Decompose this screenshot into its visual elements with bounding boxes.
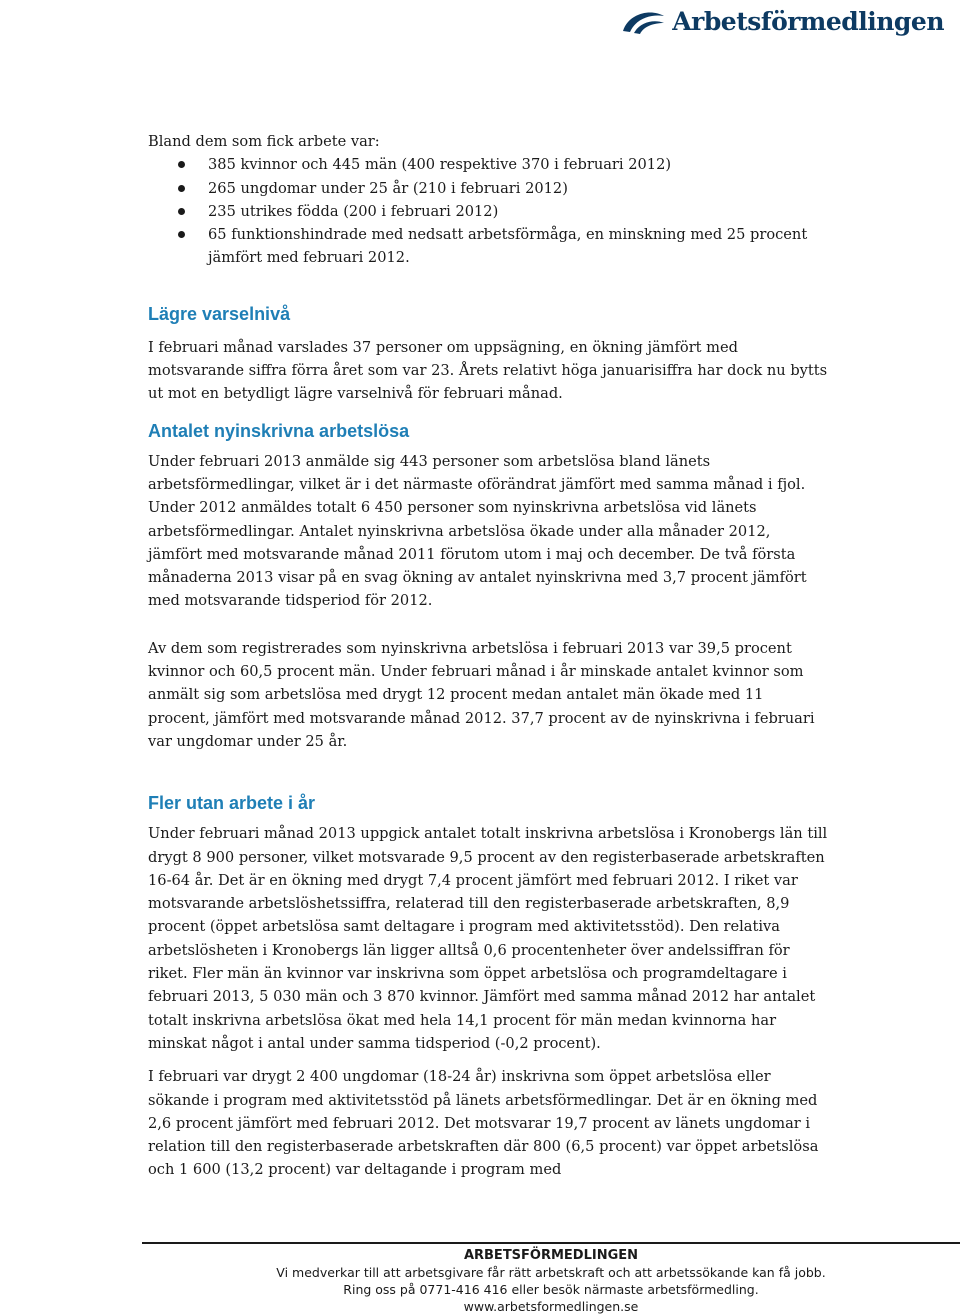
footer-contact: Ring oss på 0771-416 416 eller besök närmaste arbetsförmedling. bbox=[343, 1282, 759, 1297]
list-item: 385 kvinnor och 445 män (400 respektive 370 i februari 2012) bbox=[148, 153, 828, 176]
header-logo bbox=[620, 2, 944, 40]
logo-text: Arbetsförmedlingen bbox=[672, 6, 944, 36]
page-footer bbox=[142, 1242, 960, 1315]
section-heading-varsel: Lägre varselnivå bbox=[148, 303, 291, 324]
paragraph-nyinskrivna-2: Av dem som registrerades som nyinskrivna arbetslösa i februari 2013 var 39,5 procent kvinnor och 60,5 procent män. Under februari månad i år minskade antalet kvinnor som anmält sig som arbetslösa med drygt 12 procent medan antalet män ökade med 11 procent, jämfört med motsvarande månad 2012. 37,7 procent av de nyinskrivna i februari var ungdomar under 25 år. bbox=[148, 639, 815, 750]
list-item: 235 utrikes födda (200 i februari 2012) bbox=[148, 200, 828, 223]
list-item: 65 funktionshindrade med nedsatt arbetsförmåga, en minskning med 25 procent jämfört med februari 2012. bbox=[148, 223, 828, 270]
intro-lead: Bland dem som fick arbete var: bbox=[148, 133, 380, 150]
footer-tagline: Vi medverkar till att arbetsgivare får rätt arbetskraft och att arbetssökande kan få jobb. bbox=[276, 1265, 826, 1280]
section-heading-fler-utan-arbete: Fler utan arbete i år bbox=[148, 793, 316, 814]
footer-org-name: ARBETSFÖRMEDLINGEN bbox=[463, 1248, 639, 1263]
paragraph-nyinskrivna-1: Under februari 2013 anmälde sig 443 personer som arbetslösa bland länets arbetsförmedlingar, vilket är i det närmaste oförändrat jämfört med samma månad i fjol. Under 2012 anmäldes totalt 6 450 personer som nyinskrivna arbetslösa vid länets arbetsförmedlingar. Antalet nyinskrivna arbetslösa ökade under alla månader 2012, jämfört med motsvarande månad 2011 förutom utom i maj och december. De två första månaderna 2013 visar på en svag ökning av antalet nyinskrivna med 3,7 procent jämfört med motsvarande tidsperiod för 2012. bbox=[148, 452, 807, 610]
document-body bbox=[148, 130, 828, 1182]
job-bullet-list bbox=[148, 153, 828, 269]
section-heading-nyinskrivna: Antalet nyinskrivna arbetslösa bbox=[148, 420, 410, 441]
paragraph-fler-utan-arbete-1: Under februari månad 2013 uppgick antalet totalt inskrivna arbetslösa i Kronobergs län till drygt 8 900 personer, vilket motsvarade 9,5 procent av den registerbaserade arbetskraften 16-64 år. Det är en ökning med drygt 7,4 procent jämfört med februari 2012. I riket var motsvarande arbetslöshetssiffra, relaterad till den registerbaserade arbetskraften, 8,9 procent (öppet arbetslösa samt deltagare i program med aktivitetsstöd). Den relativa arbetslösheten i Kronobergs län ligger alltså 0,6 procentenheter över andelssiffran för riket. Fler män än kvinnor var inskrivna som öppet arbetslösa och programdeltagare i februari 2013, 5 030 män och 3 870 kvinnor. Jämfört med samma månad 2012 har antalet totalt inskrivna arbetslösa ökat med hela 14,1 procent för män medan kvinnorna har minskat något i antal under samma tidsperiod (-0,2 procent). bbox=[148, 825, 828, 1052]
arbetsformedlingen-logo-mark-icon bbox=[620, 6, 666, 36]
paragraph-fler-utan-arbete-2: I februari var drygt 2 400 ungdomar (18-24 år) inskrivna som öppet arbetslösa eller sökande i program med aktivitetsstöd på länets arbetsförmedlingar. Det är en ökning med 2,6 procent jämfört med februari 2012. Det motsvarar 19,7 procent av länets ungdomar i relation till den registerbaserade arbetskraften där 800 (6,5 procent) var öppet arbetslösa och 1 600 (13,2 procent) var deltagande i program med bbox=[148, 1068, 819, 1179]
footer-url: www.arbetsformedlingen.se bbox=[463, 1299, 639, 1314]
paragraph-varsel: I februari månad varslades 37 personer om uppsägning, en ökning jämfört med motsvarande siffra förra året som var 23. Årets relativt höga januarisiffra har dock nu bytts ut mot en betydligt lägre varselnivå för februari månad. bbox=[148, 338, 828, 403]
list-item: 265 ungdomar under 25 år (210 i februari 2012) bbox=[148, 177, 828, 200]
